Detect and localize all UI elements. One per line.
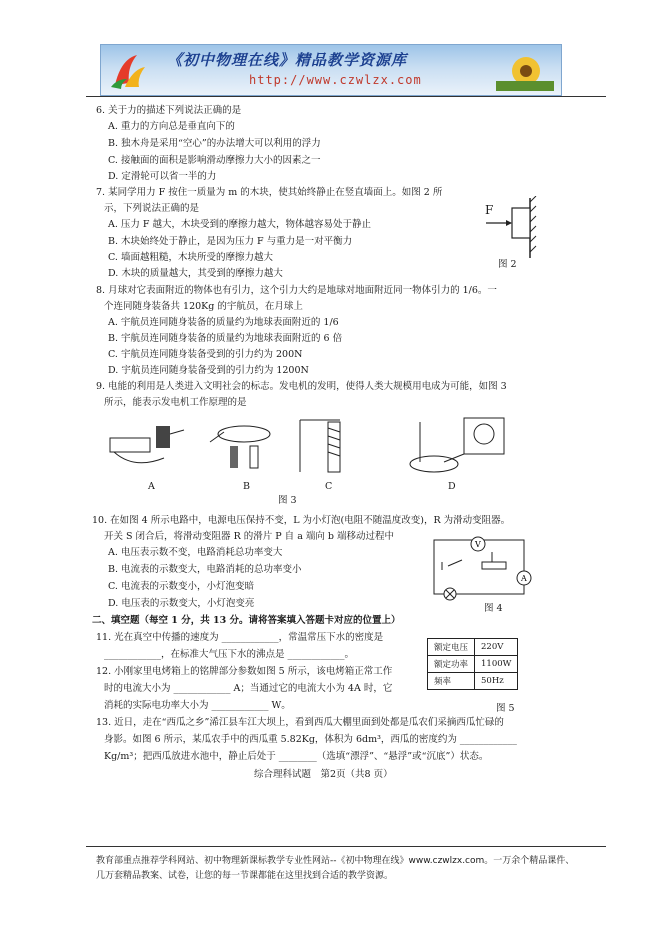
- q8-option-a: A. 宇航员连同随身装备的质量约为地球表面附近的 1/6: [108, 317, 339, 328]
- figure-3-label-a: A: [148, 481, 155, 492]
- q13-line1: 13. 近日，走在“西瓜之乡”浠江县车江大坝上，看到西瓜大棚里面到处都是瓜农们采摘西瓜忙碌的: [96, 717, 504, 728]
- q10-option-d: D. 电压表的示数变大，小灯泡变亮: [108, 598, 255, 609]
- figure-4-caption: 图 4: [484, 603, 503, 614]
- header-rule: [86, 96, 606, 97]
- figure-3-generator-diagrams: [104, 412, 544, 484]
- site-logo-icon: [107, 49, 149, 91]
- q8-option-d: D. 宇航员连同随身装备受到的引力约为 1200N: [108, 365, 309, 376]
- figure-3-label-d: D: [448, 481, 456, 492]
- table-cell: 频率: [428, 673, 475, 690]
- q7-stem-line1: 7. 某同学用力 F 按住一质量为 m 的木块，使其始终静止在竖直墙面上。如图 2 所: [96, 187, 443, 198]
- q9-stem-line2: 所示，能表示发电机工作原理的是: [104, 397, 247, 408]
- figure-3-c-drawing: [300, 420, 340, 472]
- q10-option-a: A. 电压表示数不变，电路消耗总功率变大: [108, 547, 283, 558]
- figure-3-d-drawing: [410, 418, 504, 472]
- q7-option-b: B. 木块始终处于静止，是因为压力 F 与重力是一对平衡力: [108, 236, 353, 247]
- q6-option-c: C. 接触面的面积是影响滑动摩擦力大小的因素之一: [108, 155, 321, 166]
- q13-line2: 身影。如图 6 所示，某瓜农手中的西瓜重 5.82Kg，体积为 6dm³，西瓜的密度约为 ____________: [104, 734, 517, 745]
- q10-stem-line1: 10. 在如图 4 所示电路中，电源电压保持不变，L 为小灯泡(电阻不随温度改变)，R 为滑动变阻器。: [92, 515, 511, 526]
- q11-line2: ____________，在标准大气压下水的沸点是 ____________。: [104, 649, 355, 660]
- section-2-heading: 二、填空题（每空 1 分，共 13 分。请将答案填入答题卡对应的位置上）: [92, 615, 401, 626]
- table-cell: 50Hz: [475, 673, 518, 690]
- figure-2-caption: 图 2: [498, 259, 517, 270]
- q9-stem-line1: 9. 电能的利用是人类进入文明社会的标志。发电机的发明，使得人类大规模用电成为可能，如图 3: [96, 381, 507, 392]
- q7-option-c: C. 墙面越粗糙，木块所受的摩擦力越大: [108, 252, 273, 263]
- q7-option-a: A. 压力 F 越大，木块受到的摩擦力越大，物体越容易处于静止: [108, 219, 372, 230]
- table-cell: 额定电压: [428, 639, 475, 656]
- figure-2-force-label: F: [485, 203, 494, 217]
- sunflower-icon: [496, 51, 554, 91]
- figure-5-nameplate-table: [427, 638, 518, 690]
- q7-option-d: D. 木块的质量越大，其受到的摩擦力越大: [108, 268, 283, 279]
- q10-stem-line2: 开关 S 闭合后，将滑动变阻器 R 的滑片 P 自 a 端向 b 端移动过程中: [104, 531, 394, 542]
- q11-line1: 11. 光在真空中传播的速度为 ____________，常温常压下水的密度是: [96, 632, 384, 643]
- banner-title: 《初中物理在线》精品教学资源库: [167, 51, 408, 69]
- q12-line2: 时的电流大小为 ____________ A；当通过它的电流大小为 4A 时，它: [104, 683, 393, 694]
- q6-option-b: B. 独木舟是采用“空心”的办法增大可以利用的浮力: [108, 138, 321, 149]
- page-number-footer: 综合理科试题 第2页（共8 页）: [254, 769, 393, 780]
- banner-url[interactable]: http://www.czwlzx.com: [249, 73, 422, 87]
- figure-3-label-c: C: [325, 481, 333, 492]
- table-row: [428, 639, 518, 656]
- q10-option-b: B. 电流表的示数变大，电路消耗的总功率变小: [108, 564, 302, 575]
- figure-3-a-drawing: [110, 426, 184, 463]
- q6-option-d: D. 定滑轮可以省一半的力: [108, 171, 217, 182]
- q10-option-c: C. 电流表的示数变小，小灯泡变暗: [108, 581, 254, 592]
- footer-rule: [86, 846, 606, 847]
- figure-3-caption: 图 3: [278, 495, 297, 506]
- q12-line1: 12. 小刚家里电烤箱上的铭牌部分参数如图 5 所示，该电烤箱正常工作: [96, 666, 393, 677]
- q8-option-c: C. 宇航员连同随身装备受到的引力约为 200N: [108, 349, 303, 360]
- q6-stem: 6. 关于力的描述下列说法正确的是: [96, 105, 242, 116]
- q8-stem-line1: 8. 月球对它表面附近的物体也有引力，这个引力大约是地球对地面附近同一物体引力的 1/6。一: [96, 285, 497, 296]
- table-cell: 220V: [475, 639, 518, 656]
- header-banner: [100, 44, 562, 96]
- bottom-promo-note: 教育部重点推荐学科网站、初中物理新课标教学专业性网站--《初中物理在线》www.czwlzx.com。一万余个精品课件、几万套精品教案、试卷，让您的每一节课都能在这里找到合适的教学资源。: [96, 856, 575, 881]
- svg-text:V: V: [475, 540, 481, 549]
- table-cell: 额定功率: [428, 656, 475, 673]
- q8-stem-line2: 个连同随身装备共 120Kg 的宇航员，在月球上: [104, 301, 303, 312]
- q6-option-a: A. 重力的方向总是垂直向下的: [108, 121, 235, 132]
- svg-text:A: A: [521, 574, 527, 583]
- q8-option-b: B. 宇航员连同随身装备的质量约为地球表面附近的 6 倍: [108, 333, 343, 344]
- figure-3-label-b: B: [243, 481, 250, 492]
- table-row: [428, 673, 518, 690]
- figure-5-caption: 图 5: [496, 703, 515, 714]
- q7-stem-line2: 示，下列说法正确的是: [104, 203, 200, 214]
- table-cell: 1100W: [475, 656, 518, 673]
- q12-line3: 消耗的实际电功率大小为 ____________ W。: [104, 700, 291, 711]
- figure-4-circuit: [426, 534, 536, 608]
- figure-3-b-drawing: [210, 426, 270, 468]
- q13-line3: Kg/m³；把西瓜放进水池中，静止后处于 ________（选填“漂浮”、“悬浮”或“沉底”）状态。: [104, 751, 489, 762]
- table-row: [428, 656, 518, 673]
